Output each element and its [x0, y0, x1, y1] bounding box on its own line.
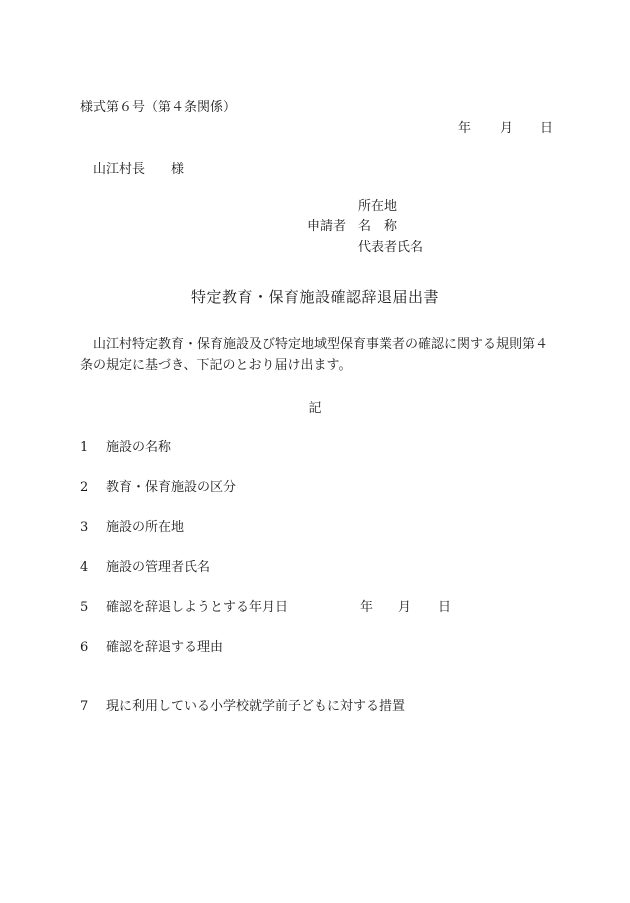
item-number: 4: [80, 560, 89, 575]
item-label: 確認を辞退する理由: [106, 640, 224, 655]
item-number: 1: [80, 440, 89, 455]
item-number: 3: [80, 520, 89, 535]
list-item: [80, 596, 288, 615]
applicant-field-address: 所在地: [358, 199, 398, 214]
applicant-label: 申請者: [307, 219, 347, 234]
item-label: 確認を辞退しようとする年月日: [106, 600, 289, 615]
item-label: 施設の所在地: [106, 520, 185, 535]
addressee: [93, 158, 184, 177]
item-number: 7: [80, 699, 89, 714]
applicant-field-name: 名 称: [358, 219, 398, 234]
list-item: [80, 636, 223, 655]
item-number: 6: [80, 640, 89, 655]
list-item: [80, 516, 184, 535]
item-number: 2: [80, 480, 89, 495]
document-title: 特定教育・保育施設確認辞退届出書: [190, 288, 439, 306]
submission-date: [458, 117, 553, 136]
item-label: 施設の名称: [106, 440, 172, 455]
date-year: 年: [458, 121, 472, 136]
withdrawal-date-month: 月: [398, 600, 412, 615]
list-item: [80, 436, 171, 455]
list-item: [80, 695, 405, 714]
item-number: 5: [80, 600, 89, 615]
applicant-field-representative: 代表者氏名: [358, 240, 424, 255]
withdrawal-date-year: 年: [360, 600, 374, 615]
withdrawal-date: [360, 596, 451, 615]
addressee-name: 山江村長: [93, 162, 146, 177]
ki-heading: 記: [308, 401, 322, 416]
date-month: 月: [500, 121, 514, 136]
addressee-honorific: 様: [171, 162, 185, 177]
item-label: 現に利用している小学校就学前子どもに対する措置: [106, 699, 406, 714]
form-number: 様式第６号（第４条関係）: [80, 100, 237, 115]
date-day: 日: [540, 121, 554, 136]
body-paragraph: 山江村特定教育・保育施設及び特定地域型保育事業者の確認に関する規則第４条の規定に基づき、下記のとおり届け出ます。: [80, 337, 549, 373]
list-item: [80, 556, 210, 575]
withdrawal-date-day: 日: [438, 600, 452, 615]
item-label: 施設の管理者氏名: [106, 560, 211, 575]
item-label: 教育・保育施設の区分: [106, 480, 237, 495]
list-item: [80, 476, 236, 495]
